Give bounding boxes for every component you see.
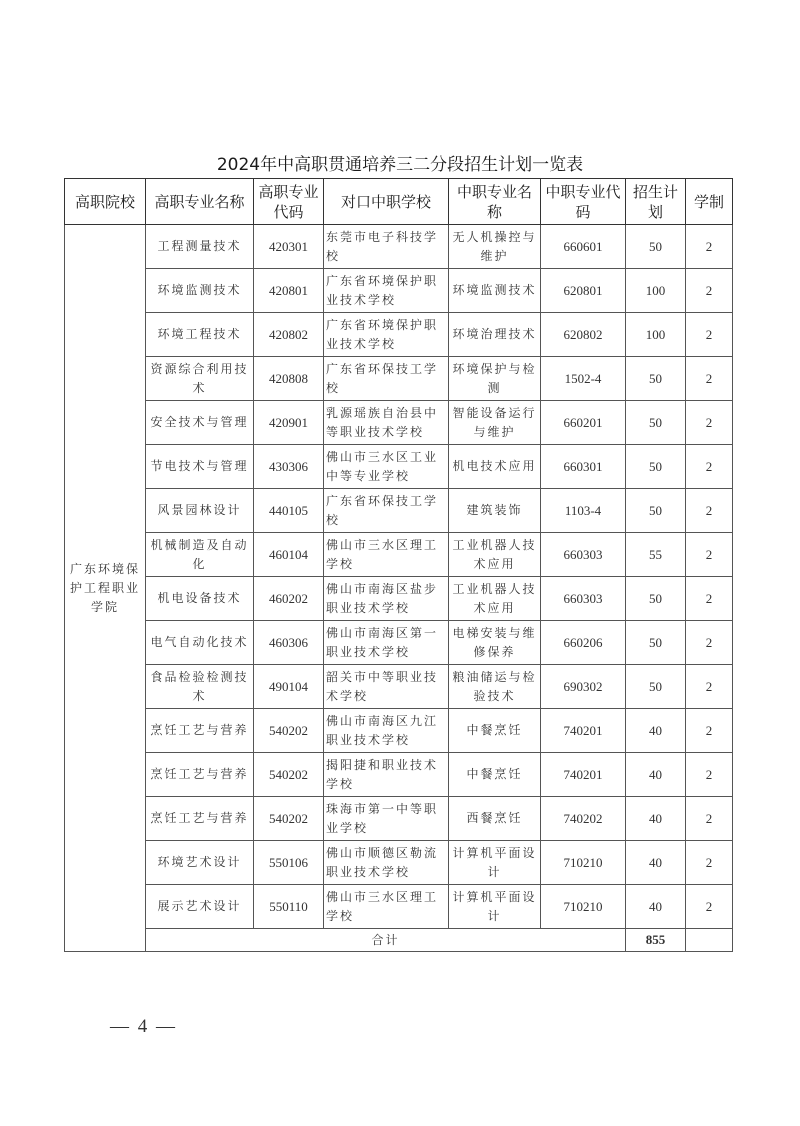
cell-sec-school: 佛山市三水区工业中等专业学校 <box>324 445 449 489</box>
cell-major-code: 550110 <box>254 885 324 929</box>
cell-plan-count: 50 <box>626 577 686 621</box>
cell-sec-code: 660301 <box>541 445 626 489</box>
cell-major-code: 420801 <box>254 269 324 313</box>
cell-years: 2 <box>686 225 733 269</box>
cell-sec-major: 电梯安装与维修保养 <box>449 621 541 665</box>
cell-sec-major: 机电技术应用 <box>449 445 541 489</box>
cell-plan-count: 50 <box>626 621 686 665</box>
cell-major-name: 资源综合利用技术 <box>146 357 254 401</box>
cell-major-name: 烹饪工艺与营养 <box>146 709 254 753</box>
cell-sec-major: 环境监测技术 <box>449 269 541 313</box>
cell-major-code: 460104 <box>254 533 324 577</box>
cell-years: 2 <box>686 753 733 797</box>
header-years: 学制 <box>686 179 733 225</box>
table-row <box>65 489 733 533</box>
table-row <box>65 665 733 709</box>
cell-sec-code: 740201 <box>541 709 626 753</box>
cell-major-name: 展示艺术设计 <box>146 885 254 929</box>
cell-major-code: 540202 <box>254 753 324 797</box>
cell-sec-code: 710210 <box>541 885 626 929</box>
table-row <box>65 753 733 797</box>
cell-plan-count: 50 <box>626 225 686 269</box>
cell-years: 2 <box>686 401 733 445</box>
cell-years: 2 <box>686 797 733 841</box>
cell-plan-count: 50 <box>626 445 686 489</box>
cell-sec-school: 广东省环保技工学校 <box>324 357 449 401</box>
cell-major-code: 420802 <box>254 313 324 357</box>
cell-years: 2 <box>686 533 733 577</box>
cell-sec-code: 690302 <box>541 665 626 709</box>
table-row <box>65 577 733 621</box>
cell-sec-school: 佛山市顺德区勒流职业技术学校 <box>324 841 449 885</box>
cell-years: 2 <box>686 313 733 357</box>
cell-sec-school: 韶关市中等职业技术学校 <box>324 665 449 709</box>
total-label: 合计 <box>146 929 626 952</box>
cell-major-name: 烹饪工艺与营养 <box>146 753 254 797</box>
cell-years: 2 <box>686 489 733 533</box>
table-row <box>65 445 733 489</box>
cell-major-code: 540202 <box>254 709 324 753</box>
cell-sec-school: 佛山市南海区盐步职业技术学校 <box>324 577 449 621</box>
cell-major-code: 540202 <box>254 797 324 841</box>
table-row <box>65 313 733 357</box>
cell-years: 2 <box>686 269 733 313</box>
cell-plan-count: 50 <box>626 357 686 401</box>
cell-sec-major: 无人机操控与维护 <box>449 225 541 269</box>
cell-plan-count: 40 <box>626 753 686 797</box>
header-sec-school: 对口中职学校 <box>324 179 449 225</box>
cell-sec-code: 740201 <box>541 753 626 797</box>
cell-sec-code: 1103-4 <box>541 489 626 533</box>
total-empty-cell <box>686 929 733 952</box>
cell-plan-count: 100 <box>626 313 686 357</box>
cell-sec-school: 珠海市第一中等职业学校 <box>324 797 449 841</box>
cell-major-name: 机电设备技术 <box>146 577 254 621</box>
cell-years: 2 <box>686 709 733 753</box>
cell-plan-count: 100 <box>626 269 686 313</box>
cell-major-name: 食品检验检测技术 <box>146 665 254 709</box>
cell-sec-major: 智能设备运行与维护 <box>449 401 541 445</box>
cell-sec-code: 660201 <box>541 401 626 445</box>
cell-sec-school: 佛山市南海区第一职业技术学校 <box>324 621 449 665</box>
cell-years: 2 <box>686 577 733 621</box>
cell-sec-major: 粮油储运与检验技术 <box>449 665 541 709</box>
cell-years: 2 <box>686 665 733 709</box>
cell-major-code: 460202 <box>254 577 324 621</box>
cell-plan-count: 40 <box>626 797 686 841</box>
cell-sec-school: 东莞市电子科技学校 <box>324 225 449 269</box>
table-row <box>65 709 733 753</box>
cell-plan-count: 40 <box>626 841 686 885</box>
cell-plan-count: 50 <box>626 665 686 709</box>
cell-sec-code: 660206 <box>541 621 626 665</box>
cell-sec-code: 660303 <box>541 577 626 621</box>
cell-sec-code: 620801 <box>541 269 626 313</box>
cell-sec-code: 740202 <box>541 797 626 841</box>
cell-sec-major: 计算机平面设计 <box>449 841 541 885</box>
cell-major-name: 风景园林设计 <box>146 489 254 533</box>
header-plan: 招生计划 <box>626 179 686 225</box>
cell-plan-count: 40 <box>626 709 686 753</box>
table-row <box>65 401 733 445</box>
cell-sec-code: 620802 <box>541 313 626 357</box>
cell-years: 2 <box>686 841 733 885</box>
cell-sec-major: 环境保护与检测 <box>449 357 541 401</box>
cell-major-code: 420301 <box>254 225 324 269</box>
cell-years: 2 <box>686 885 733 929</box>
table-row <box>65 885 733 929</box>
table-row <box>65 621 733 665</box>
cell-major-code: 420901 <box>254 401 324 445</box>
cell-years: 2 <box>686 357 733 401</box>
cell-major-name: 节电技术与管理 <box>146 445 254 489</box>
total-value: 855 <box>626 929 686 952</box>
cell-sec-school: 揭阳捷和职业技术学校 <box>324 753 449 797</box>
cell-major-name: 安全技术与管理 <box>146 401 254 445</box>
cell-sec-major: 中餐烹饪 <box>449 709 541 753</box>
cell-sec-school: 佛山市三水区理工学校 <box>324 885 449 929</box>
cell-major-name: 环境艺术设计 <box>146 841 254 885</box>
header-college: 高职院校 <box>65 179 146 225</box>
cell-major-code: 430306 <box>254 445 324 489</box>
header-sec-major: 中职专业名称 <box>449 179 541 225</box>
cell-sec-major: 环境治理技术 <box>449 313 541 357</box>
cell-plan-count: 40 <box>626 885 686 929</box>
cell-plan-count: 50 <box>626 489 686 533</box>
cell-sec-school: 广东省环保技工学校 <box>324 489 449 533</box>
table-row <box>65 225 733 269</box>
total-row <box>65 929 733 952</box>
cell-years: 2 <box>686 621 733 665</box>
cell-major-name: 环境工程技术 <box>146 313 254 357</box>
cell-major-name: 工程测量技术 <box>146 225 254 269</box>
cell-sec-code: 660601 <box>541 225 626 269</box>
page-title: 2024年中高职贯通培养三二分段招生计划一览表 <box>216 155 584 175</box>
cell-major-name: 烹饪工艺与营养 <box>146 797 254 841</box>
cell-major-code: 460306 <box>254 621 324 665</box>
enrollment-plan-table <box>64 178 733 952</box>
cell-sec-major: 西餐烹饪 <box>449 797 541 841</box>
table-row <box>65 269 733 313</box>
table-row <box>65 797 733 841</box>
cell-sec-code: 1502-4 <box>541 357 626 401</box>
cell-sec-major: 计算机平面设计 <box>449 885 541 929</box>
cell-plan-count: 50 <box>626 401 686 445</box>
cell-sec-major: 工业机器人技术应用 <box>449 577 541 621</box>
table-row <box>65 841 733 885</box>
header-sec-code: 中职专业代码 <box>541 179 626 225</box>
cell-major-name: 机械制造及自动化 <box>146 533 254 577</box>
cell-major-code: 550106 <box>254 841 324 885</box>
cell-plan-count: 55 <box>626 533 686 577</box>
header-major: 高职专业名称 <box>146 179 254 225</box>
cell-major-code: 490104 <box>254 665 324 709</box>
header-major-code: 高职专业代码 <box>254 179 324 225</box>
table-body <box>65 225 733 952</box>
cell-major-name: 电气自动化技术 <box>146 621 254 665</box>
page-number: — 4 — <box>110 1016 177 1037</box>
cell-sec-code: 710210 <box>541 841 626 885</box>
cell-sec-school: 乳源瑶族自治县中等职业技术学校 <box>324 401 449 445</box>
cell-major-code: 420808 <box>254 357 324 401</box>
cell-sec-major: 建筑装饰 <box>449 489 541 533</box>
cell-major-name: 环境监测技术 <box>146 269 254 313</box>
cell-sec-school: 佛山市南海区九江职业技术学校 <box>324 709 449 753</box>
table-row <box>65 357 733 401</box>
cell-major-code: 440105 <box>254 489 324 533</box>
cell-sec-school: 佛山市三水区理工学校 <box>324 533 449 577</box>
cell-sec-school: 广东省环境保护职业技术学校 <box>324 269 449 313</box>
cell-sec-school: 广东省环境保护职业技术学校 <box>324 313 449 357</box>
table-row <box>65 533 733 577</box>
college-name: 广东环境保护工程职业学院 <box>65 225 146 952</box>
cell-sec-code: 660303 <box>541 533 626 577</box>
cell-sec-major: 中餐烹饪 <box>449 753 541 797</box>
cell-years: 2 <box>686 445 733 489</box>
cell-sec-major: 工业机器人技术应用 <box>449 533 541 577</box>
table-header-row <box>65 179 733 225</box>
